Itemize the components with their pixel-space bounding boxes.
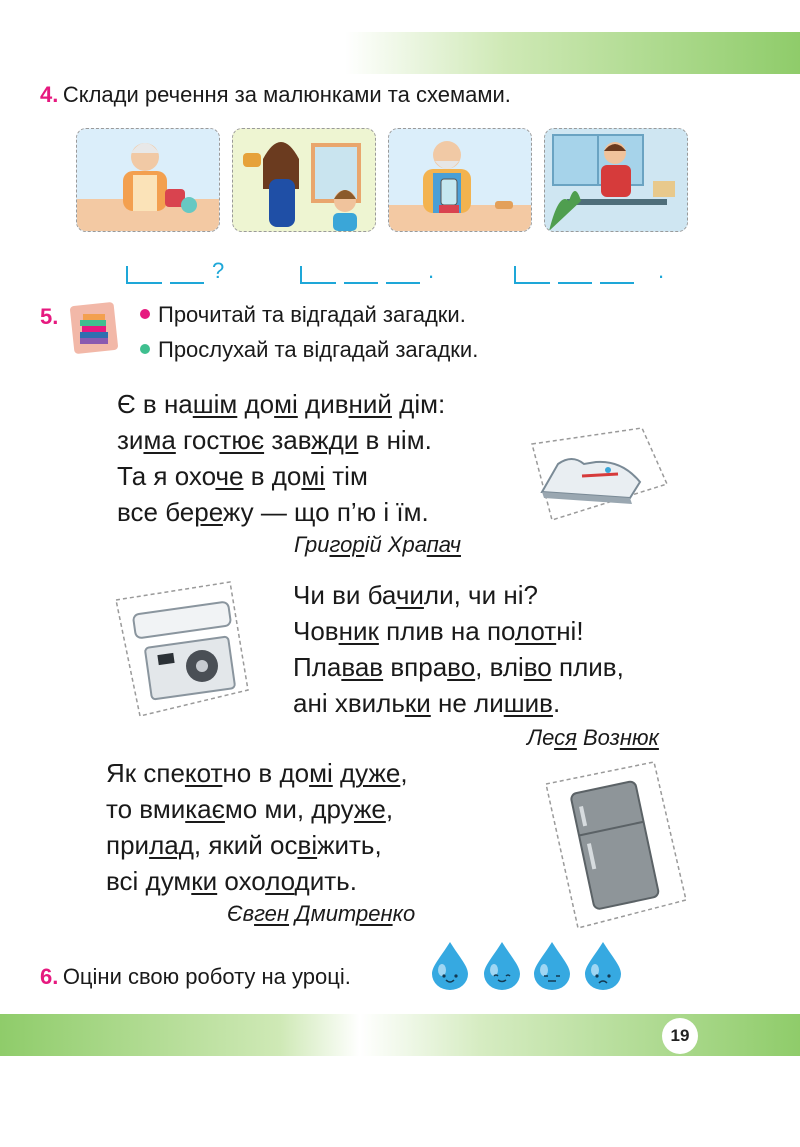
smile-drop-icon[interactable]: [482, 940, 522, 997]
riddle-lines: [117, 386, 445, 530]
riddle-1: [117, 386, 445, 530]
task-6-heading: [40, 964, 351, 990]
author-name: Леся Вознюк: [527, 725, 659, 750]
author-name: Григорій Храпач: [294, 532, 461, 557]
books-icon: [68, 300, 120, 361]
task-number: 5.: [40, 304, 59, 329]
riddle-line: Плавав вправо, вліво плив,: [293, 652, 624, 682]
riddle-line: все бережу — що п’ю і їм.: [117, 497, 429, 527]
sentence-schema-1: [126, 258, 224, 284]
task-4-heading: [40, 82, 511, 108]
neutral-drop-icon[interactable]: [532, 940, 572, 997]
riddle-line: то вмикаємо ми, друже,: [106, 794, 394, 824]
riddle-line: Та я охоче в домі тім: [117, 461, 368, 491]
sentence-schema-2: [300, 258, 434, 284]
riddle-line: ані хвильки не лишив.: [293, 688, 561, 718]
schema-end-mark: ?: [212, 258, 225, 283]
instruction-text: Прочитай та відгадай загадки.: [158, 302, 466, 327]
task-number: 4.: [40, 82, 59, 107]
air-conditioner-card: [110, 580, 250, 725]
riddle-3: [106, 755, 408, 899]
riddle-1-author: [294, 532, 461, 558]
riddle-line: Як спекотно в домі дуже,: [106, 758, 408, 788]
riddle-line: Чи ви бачили, чи ні?: [293, 580, 538, 610]
riddle-lines: [106, 755, 408, 899]
riddle-2: [293, 577, 624, 721]
picture-grandfather-blender: [388, 128, 532, 232]
instruction-listen: [140, 337, 478, 363]
riddle-line: Є в нашім домі дивний дім:: [117, 389, 446, 419]
instruction-read: [140, 302, 466, 328]
refrigerator-card: [542, 760, 688, 935]
sentence-schema-3: [514, 258, 664, 284]
sad-drop-icon[interactable]: [583, 940, 623, 997]
instruction-text: Прослухай та відгадай загадки.: [158, 337, 479, 362]
task-number: 6.: [40, 964, 59, 989]
task-text: Склади речення за малюнками та схемами.: [62, 82, 511, 107]
picture-man-ironing: [544, 128, 688, 232]
green-bullet-icon: [140, 344, 150, 354]
author-name: Євген Дмитренко: [227, 901, 416, 926]
riddle-line: всі думки охолодить.: [106, 866, 357, 896]
picture-grandmother-cooking: [76, 128, 220, 232]
pink-bullet-icon: [140, 309, 150, 319]
happy-drop-icon[interactable]: [430, 940, 470, 997]
riddle-lines: [293, 577, 624, 721]
riddle-3-author: [227, 901, 415, 927]
riddle-line: Човник плив на полотні!: [293, 616, 584, 646]
iron-card: [522, 424, 672, 529]
schema-end-mark: .: [658, 258, 665, 283]
riddle-2-author: [527, 725, 659, 751]
picture-mother-and-son: [232, 128, 376, 232]
task-text: Оціни свою роботу на уроці.: [62, 964, 351, 989]
schema-end-mark: .: [428, 258, 435, 283]
riddle-line: зима гостює завжди в нім.: [117, 425, 432, 455]
page-number: 19: [662, 1018, 698, 1054]
riddle-line: прилад, який освіжить,: [106, 830, 382, 860]
top-green-band: [345, 32, 800, 74]
